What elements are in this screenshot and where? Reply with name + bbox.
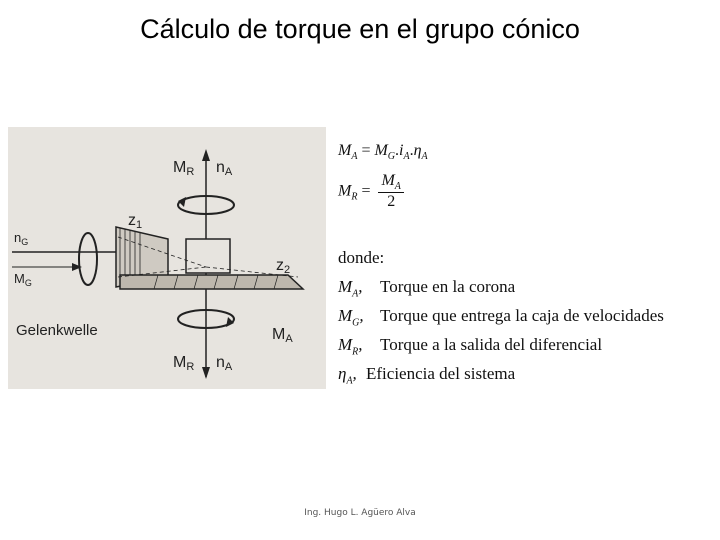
definition-mr: $M_R$, Torque a la salida del diferencial: [338, 335, 603, 358]
slide-title: Cálculo de torque en el grupo cónico: [140, 14, 580, 44]
bevel-gear-drawing: [8, 127, 326, 389]
axis-arrow-top: [202, 149, 210, 161]
label-z1: z1: [128, 212, 143, 231]
label-z2: z2: [276, 257, 291, 276]
crown-gear: [120, 275, 303, 289]
label-mg: $M_G$: [14, 271, 32, 288]
definition-mg: $M_G$, Torque que entrega la caja de velocidades: [338, 306, 664, 329]
slide-footer: Ing. Hugo L. Agüero Alva: [304, 508, 416, 518]
label-ma: MA: [272, 326, 293, 345]
label-ng: $n_G$: [14, 230, 29, 247]
rotation-arrowhead-bottom: [226, 317, 234, 327]
axis-arrow-bottom: [202, 367, 210, 379]
definition-eta: $\eta_A$, Eficiencia del sistema: [338, 364, 516, 387]
donde-label: donde:: [338, 248, 385, 267]
label-mr-top: MR: [173, 159, 195, 178]
label-na-bottom: nA: [216, 354, 233, 373]
label-gelenkwelle: Gelenkwelle: [16, 322, 98, 339]
bevel-gear-diagram: [8, 127, 326, 389]
rotation-arrow-input: [79, 233, 97, 285]
equation-mr: $M_R$ = $\frac{M_A}{2}$: [338, 172, 404, 211]
rotation-arrowhead-top: [178, 197, 186, 207]
differential-housing: [186, 239, 230, 273]
label-mr-bottom: MR: [173, 354, 195, 373]
equation-ma: $M_A = M_G.i_A.\eta_A$: [338, 142, 428, 163]
fraction: $\frac{M_A}{2}$: [378, 172, 403, 211]
definition-ma: $M_A$, Torque en la corona: [338, 277, 516, 300]
label-na-top: nA: [216, 159, 233, 178]
